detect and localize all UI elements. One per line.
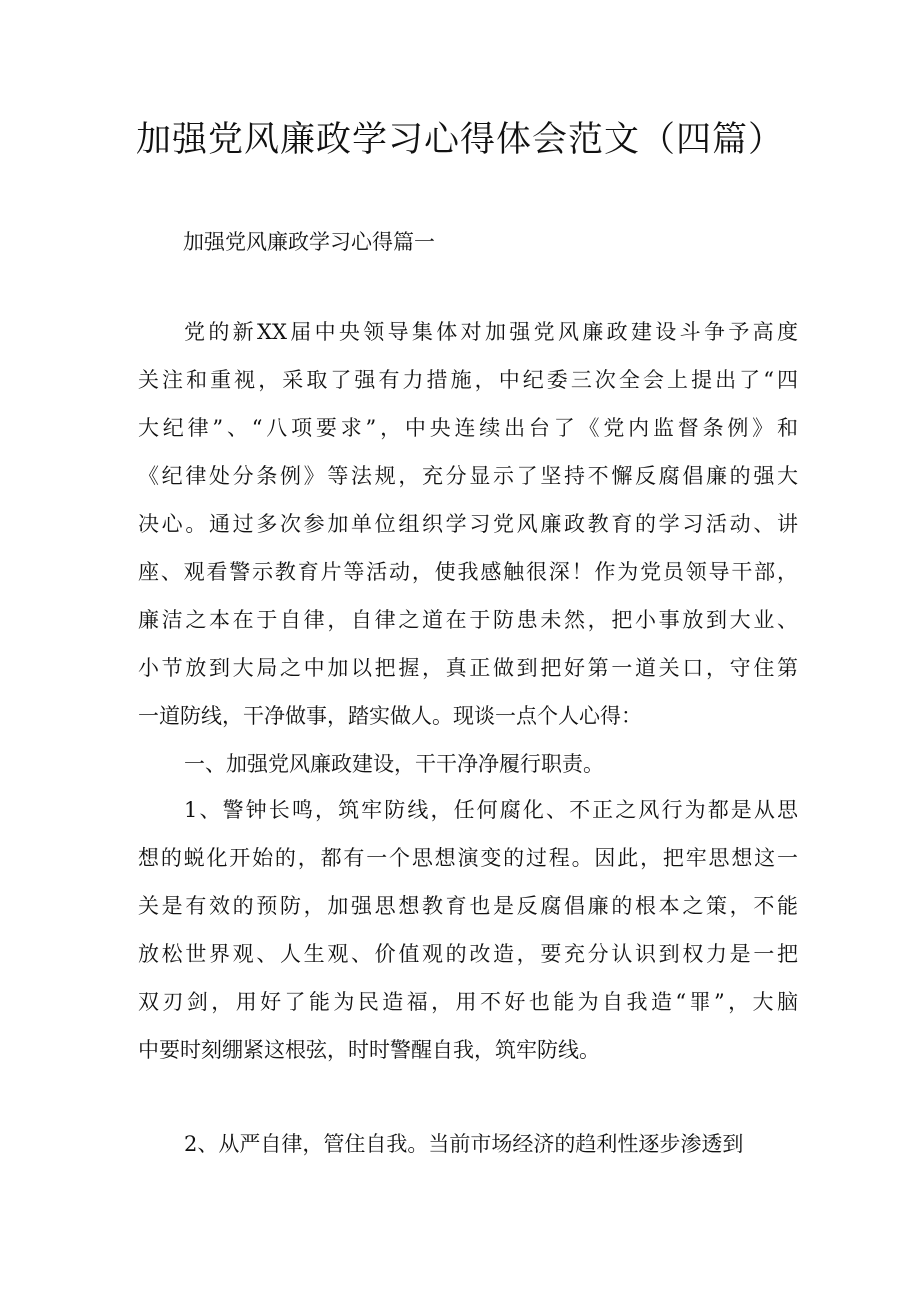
paragraph-line: 想的蜕化开始的，都有一个思想演变的过程。因此，把牢思想这一 xyxy=(138,846,798,870)
paragraph-line: 2、从严自律，管住自我。当前市场经济的趋利性逐步渗透到 xyxy=(184,1132,744,1156)
paragraph-line: 1、警钟长鸣，筑牢防线，任何腐化、不正之风行为都是从思 xyxy=(184,798,798,822)
document-title: 加强党风廉政学习心得体会范文（四篇） xyxy=(135,120,784,160)
paragraph-line: 一道防线，干净做事，踏实做人。现谈一点个人心得： xyxy=(138,704,642,728)
paragraph-line: 廉洁之本在于自律，自律之道在于防患未然，把小事放到大业、 xyxy=(138,608,798,632)
intro-paragraph xyxy=(138,308,798,740)
paragraph-line: 大纪律”、“八项要求”，中央连续出台了《党内监督条例》和 xyxy=(138,416,798,440)
paragraph-line: 党的新XX届中央领导集体对加强党风廉政建设斗争予高度 xyxy=(184,320,798,344)
paragraph-line: 双刃剑，用好了能为民造福，用不好也能为自我造“罪”，大脑 xyxy=(138,990,798,1014)
section-heading-paragraph xyxy=(138,740,798,788)
paragraph-line: 小节放到大局之中加以把握，真正做到把好第一道关口，守住第 xyxy=(138,656,798,680)
paragraph-line: 关注和重视，采取了强有力措施，中纪委三次全会上提出了“四 xyxy=(138,368,798,392)
section-subheading: 加强党风廉政学习心得篇一 xyxy=(183,230,435,254)
paragraph-line: 中要时刻绷紧这根弦，时时警醒自我，筑牢防线。 xyxy=(138,1038,600,1062)
point-two-paragraph xyxy=(138,1120,798,1168)
paragraph-line: 决心。通过多次参加单位组织学习党风廉政教育的学习活动、讲 xyxy=(138,512,798,536)
point-one-paragraph xyxy=(138,786,798,1074)
paragraph-line: 关是有效的预防，加强思想教育也是反腐倡廉的根本之策，不能 xyxy=(138,894,798,918)
section-heading: 一、加强党风廉政建设，干干净净履行职责。 xyxy=(184,752,604,776)
paragraph-line: 座、观看警示教育片等活动，使我感触很深！作为党员领导干部， xyxy=(138,560,798,584)
paragraph-line: 放松世界观、人生观、价值观的改造，要充分认识到权力是一把 xyxy=(138,942,798,966)
paragraph-line: 《纪律处分条例》等法规，充分显示了坚持不懈反腐倡廉的强大 xyxy=(138,464,798,488)
